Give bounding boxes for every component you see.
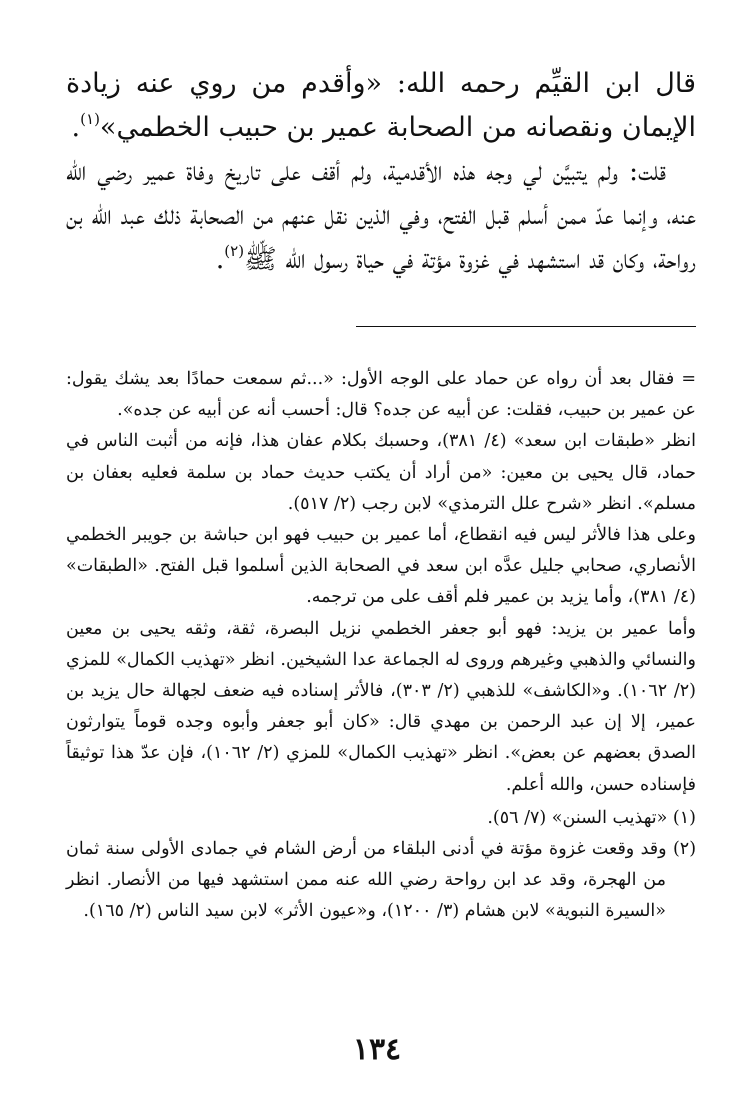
footnote-item: (٢) وقد وقعت غزوة مؤتة في أدنى البلقاء من أرض الشام في جمادى الأولى سنة ثمان من الهجرة، وقد عد ابن رواحة رضي الله عنه ممن استشهد فيها من الأنصار. انظر «السيرة النبوية» لابن هشام (٣/ ١٢٠٠)، و«عيون الأثر» لابن سيد الناس (٢/ ١٦٥).	[66, 839, 697, 922]
page-number: ١٣٤	[352, 1032, 402, 1067]
note-paragraph: انظر «طبقات ابن سعد» (٤/ ٣٨١)، وحسبك بكلام عفان هذا، فإنه من أثبت الناس في حماد، قال يحيى بن معين: «من أراد أن يكتب حديث حماد بن سلمة فعليه بعفان بن مسلم». انظر «شرح علل الترمذي» لابن رجب (٢/ ٥١٧).	[66, 431, 696, 514]
footnote-ref[interactable]: (١)	[80, 110, 100, 128]
footnote-item: (١) «تهذيب السنن» (٧/ ٥٦).	[487, 807, 696, 828]
note-paragraph: = فقال بعد أن رواه عن حماد على الوجه الأول: «...ثم سمعت حمادًا بعد يشك يقول: عن عمير بن حبيب، فقلت: عن أبيه عن جده؟ قال: أحسب أنه عن أبيه عن جده».	[66, 369, 696, 421]
main-paragraph: قلت: ولم يتبيَّن لي وجه هذه الأقدمية، ولم أقف على تاريخ وفاة عمير رضي الله عنه، وإنما عدّ ممن أسلم قبل الفتح، وفي الذين نقل عنهم من الصحابة ذلك عبد الله بن رواحة، وكان قد استشهد في غزوة مؤتة في حياة رسول الله ﷺ$^{(٢)}$.	[66, 156, 696, 275]
footnotes-area	[66, 364, 696, 928]
main-paragraph: قال ابن القيِّم رحمه الله: «وأقدم من روي عنه زيادة الإيمان ونقصانه من الصحابة عمير بن حبيب الخطمي»$^{(١)}$.	[66, 68, 696, 143]
note-paragraph: وأما عمير بن يزيد: فهو أبو جعفر الخطمي نزيل البصرة، ثقة، وثقه يحيى بن معين والنسائي والذهبي وغيرهم وروى له الجماعة عدا الشيخين. انظر «تهذيب الكمال» للمزي (٢/ ١٠٦٢). و«الكاشف» للذهبي (٢/ ٣٠٣)، فالأثر إسناده فيه ضعف لجهالة حال يزيد بن عمير، إلا إن عبد الرحمن بن مهدي قال: «كان أبو جعفر وأبوه وجده قوماً يتوارثون الصدق بعضهم عن بعض». انظر «تهذيب الكمال» للمزي (٢/ ١٠٦٢)، فإن عدّ هذا توثيقاً فإسناده حسن، والله أعلم.	[66, 618, 696, 795]
footnote-separator	[356, 326, 696, 327]
main-text	[66, 62, 696, 282]
note-paragraph: وعلى هذا فالأثر ليس فيه انقطاع، أما عمير بن حبيب فهو ابن حباشة بن جويبر الخطمي الأنصاري، صحابي جليل عدَّه ابن سعد في الصحابة الذين أسلموا قبل الفتح. «الطبقات» (٤/ ٣٨١)، وأما يزيد بن عمير فلم أقف على من ترجمه.	[66, 525, 696, 608]
footnote-list	[66, 803, 696, 928]
footnote-ref[interactable]: (٢)	[224, 242, 245, 260]
